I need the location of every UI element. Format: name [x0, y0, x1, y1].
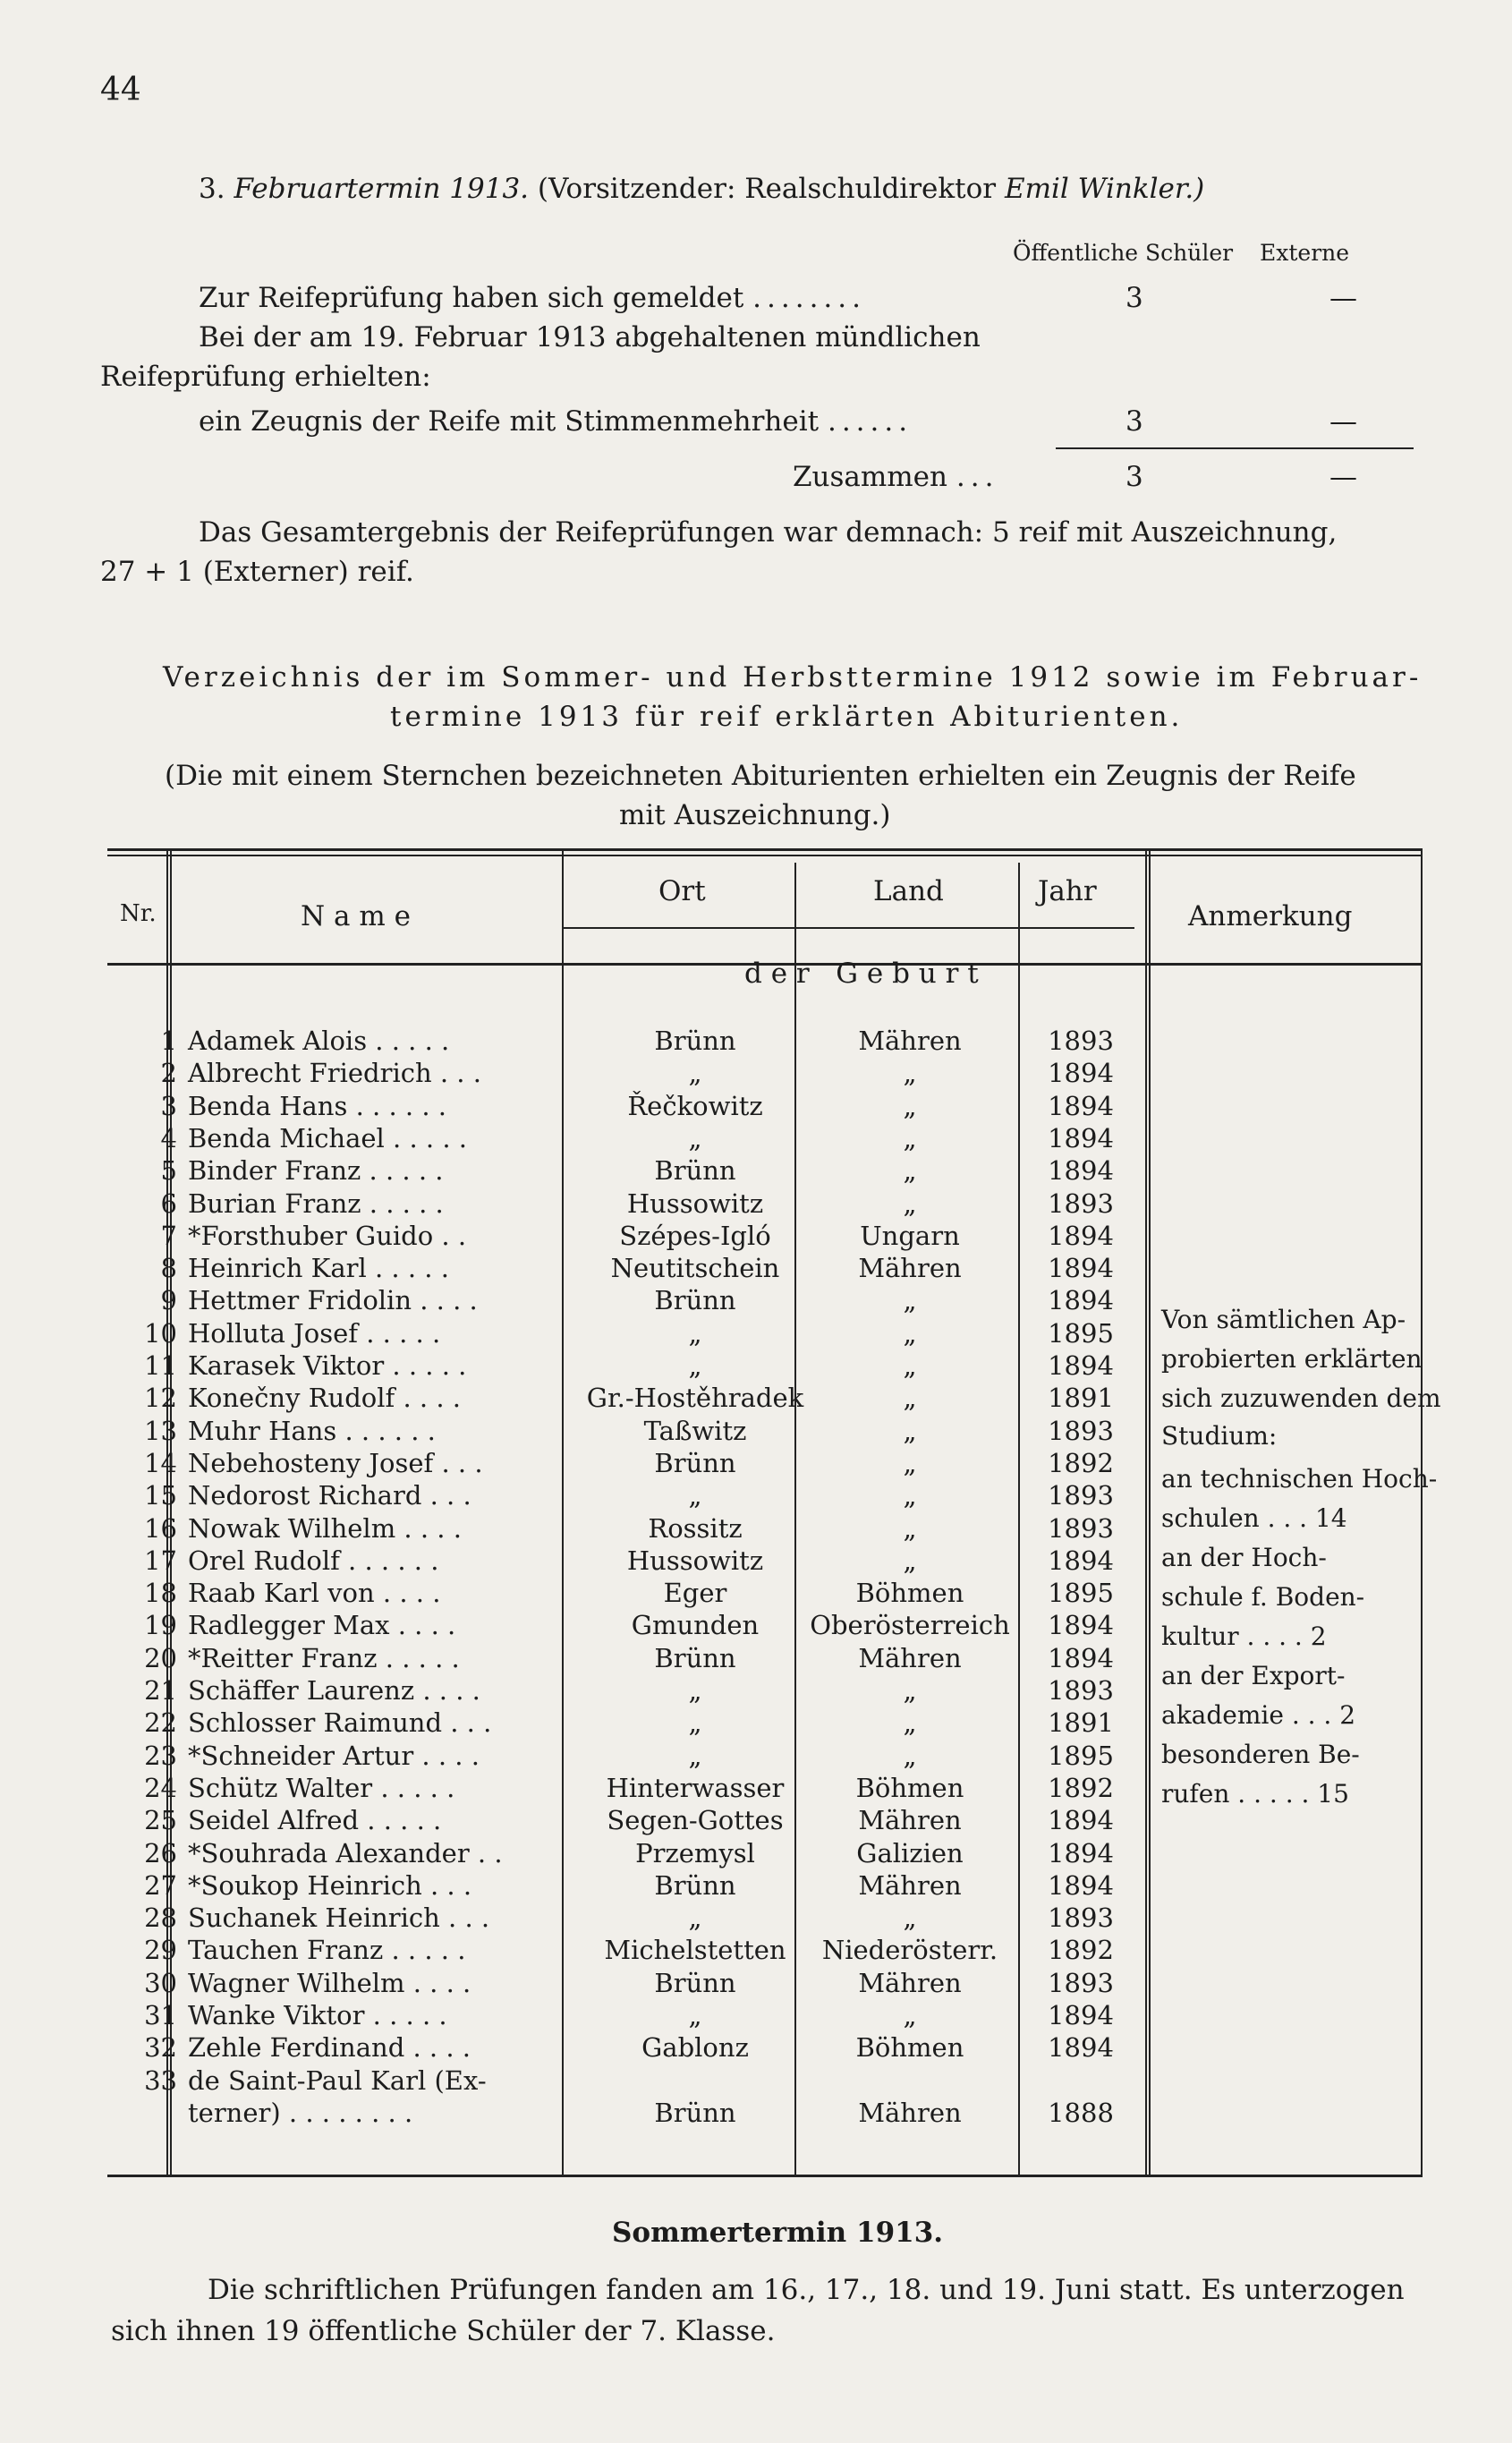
- row-number: 3: [160, 1091, 177, 1121]
- birth-country: Mähren: [858, 2098, 962, 2128]
- birth-year: 1893: [1048, 1480, 1114, 1511]
- remark-line: sich zuzuwenden dem: [1161, 1383, 1441, 1413]
- table-row: [107, 1448, 1145, 1480]
- remark-line: besonderen Be-: [1161, 1740, 1360, 1769]
- februar-heading: [199, 175, 1204, 203]
- birth-year: 1894: [1048, 1253, 1114, 1283]
- birth-place: Eger: [663, 1578, 727, 1608]
- birth-year: 1894: [1048, 1610, 1114, 1640]
- birth-country: Mähren: [858, 1253, 962, 1283]
- table-row: [107, 1221, 1145, 1253]
- table-row: [107, 1838, 1145, 1870]
- birth-place: „: [688, 1675, 702, 1706]
- header-name: N a m e: [301, 900, 411, 932]
- birth-place: Řečkowitz: [627, 1091, 763, 1121]
- birth-place: „: [688, 1480, 702, 1511]
- table-row: [107, 1870, 1145, 1902]
- row-number: 11: [144, 1350, 177, 1381]
- birth-year: 1892: [1048, 1935, 1114, 1965]
- registered-public: 3: [1126, 282, 1143, 314]
- header-anmerkung: Anmerkung: [1188, 900, 1353, 932]
- birth-country: Niederösterr.: [821, 1935, 998, 1965]
- chair-name: Emil Winkler.): [1004, 173, 1205, 205]
- table-row: [107, 2065, 1145, 2098]
- birth-year: 1894: [1048, 1805, 1114, 1835]
- birth-place: „: [688, 1902, 702, 1933]
- row-number: 18: [144, 1578, 177, 1608]
- table-row: [107, 1805, 1145, 1837]
- student-name: Karasek Viktor . . . . .: [188, 1350, 467, 1381]
- row-number: 26: [144, 1838, 177, 1868]
- summer-line-2: sich ihnen 19 öffentliche Schüler der 7. Klasse.: [111, 2315, 776, 2347]
- sum-label: Zusammen ...: [793, 461, 999, 493]
- row-number: 25: [144, 1805, 177, 1835]
- table-row: [107, 1253, 1145, 1285]
- student-name: Zehle Ferdinand . . . .: [188, 2032, 471, 2063]
- remark-line: Studium:: [1161, 1421, 1278, 1451]
- header-geburt: d e r G e b u r t: [744, 958, 979, 990]
- student-name: Orel Rudolf . . . . . .: [188, 1545, 439, 1576]
- birth-year: 1893: [1048, 1902, 1114, 1933]
- row-number: 12: [144, 1383, 177, 1413]
- student-name: Radlegger Max . . . .: [188, 1610, 456, 1640]
- row-number: 4: [160, 1123, 177, 1153]
- remark-line: Von sämtlichen Ap-: [1161, 1305, 1406, 1334]
- birth-year: 1891: [1048, 1383, 1114, 1413]
- birth-year: 1894: [1048, 2000, 1114, 2030]
- birth-country: „: [903, 1350, 917, 1381]
- header-jahr: Jahr: [1038, 875, 1097, 907]
- header-land: Land: [873, 875, 944, 907]
- birth-country: Mähren: [858, 1968, 962, 1998]
- row-number: 22: [144, 1707, 177, 1738]
- student-name: *Reitter Franz . . . . .: [188, 1643, 460, 1673]
- row-number: 14: [144, 1448, 177, 1478]
- row-number: 31: [144, 2000, 177, 2030]
- row-number: 16: [144, 1513, 177, 1544]
- sum-external: —: [1329, 461, 1357, 493]
- result-line-2: 27 + 1 (Externer) reif.: [100, 556, 414, 588]
- table-row: [107, 1707, 1145, 1740]
- exam-line: Bei der am 19. Februar 1913 abgehaltenen mündlichen: [199, 321, 981, 353]
- table-row: [107, 1155, 1145, 1187]
- table-row: [107, 1091, 1145, 1123]
- birth-country: „: [903, 1480, 917, 1511]
- student-name: Burian Franz . . . . .: [188, 1188, 444, 1219]
- table-row: [107, 1902, 1145, 1935]
- birth-place: Brünn: [654, 1643, 736, 1673]
- row-number: 9: [160, 1285, 177, 1315]
- birth-place: „: [688, 2000, 702, 2030]
- birth-year: 1894: [1048, 1285, 1114, 1315]
- student-name: Raab Karl von . . . .: [188, 1578, 441, 1608]
- remark-line: an der Hoch-: [1161, 1543, 1327, 1572]
- table-row: [107, 1545, 1145, 1578]
- row-number: 27: [144, 1870, 177, 1901]
- section-prefix: 3.: [199, 173, 225, 205]
- birth-place: Brünn: [654, 1968, 736, 1998]
- remark-line: akademie . . . 2: [1161, 1700, 1356, 1730]
- birth-country: „: [903, 1383, 917, 1413]
- row-number: 21: [144, 1675, 177, 1706]
- summer-heading: Sommertermin 1913.: [612, 2217, 944, 2249]
- student-name: Heinrich Karl . . . . .: [188, 1253, 449, 1283]
- col-header-public: Öffentliche Schüler: [1013, 240, 1234, 266]
- student-name: Nebehosteny Josef . . .: [188, 1448, 483, 1478]
- row-number: 17: [144, 1545, 177, 1576]
- table-row: [107, 1968, 1145, 2000]
- birth-country: „: [903, 1285, 917, 1315]
- student-name: Nowak Wilhelm . . . .: [188, 1513, 462, 1544]
- birth-place: Segen-Gottes: [607, 1805, 784, 1835]
- birth-country: Mähren: [858, 1805, 962, 1835]
- birth-country: „: [903, 1058, 917, 1088]
- registered-external: —: [1329, 282, 1357, 314]
- list-title-2: termine 1913 für reif erklärten Abiturienten.: [390, 701, 1184, 733]
- birth-year: 1894: [1048, 1123, 1114, 1153]
- birth-country: Ungarn: [860, 1221, 960, 1251]
- table-row: [107, 2032, 1145, 2064]
- student-name: *Forsthuber Guido . .: [188, 1221, 467, 1251]
- birth-place: „: [688, 1350, 702, 1381]
- row-number: 29: [144, 1935, 177, 1965]
- student-name: Nedorost Richard . . .: [188, 1480, 471, 1511]
- exam-line-2: Reifeprüfung erhielten:: [100, 361, 431, 393]
- majority-label: ein Zeugnis der Reife mit Stimmenmehrheit ......: [199, 405, 913, 438]
- table-row: [107, 1675, 1145, 1707]
- remark-line: rufen . . . . . 15: [1161, 1779, 1349, 1809]
- student-name: terner) . . . . . . . .: [188, 2098, 413, 2128]
- birth-year: 1895: [1048, 1578, 1114, 1608]
- birth-place: Gr.-Hostěhradek: [586, 1383, 804, 1413]
- birth-year: 1892: [1048, 1773, 1114, 1803]
- birth-year: 1893: [1048, 1513, 1114, 1544]
- student-name: Seidel Alfred . . . . .: [188, 1805, 442, 1835]
- majority-external: —: [1329, 405, 1357, 438]
- list-note-1: (Die mit einem Sternchen bezeichneten Abiturienten erhielten ein Zeugnis der Reife: [165, 760, 1356, 792]
- sum-rule: [1056, 447, 1414, 449]
- birth-year: 1894: [1048, 1545, 1114, 1576]
- row-number: 7: [160, 1221, 177, 1251]
- birth-country: „: [903, 2000, 917, 2030]
- table-row: [107, 1935, 1145, 1967]
- row-number: 8: [160, 1253, 177, 1283]
- header-nr: Nr.: [120, 900, 157, 927]
- student-name: *Soukop Heinrich . . .: [188, 1870, 472, 1901]
- row-number: 30: [144, 1968, 177, 1998]
- birth-place: „: [688, 1707, 702, 1738]
- row-number: 33: [144, 2065, 177, 2096]
- student-name: Suchanek Heinrich . . .: [188, 1902, 490, 1933]
- birth-year: 1895: [1048, 1318, 1114, 1349]
- birth-place: „: [688, 1741, 702, 1771]
- student-name: *Schneider Artur . . . .: [188, 1741, 480, 1771]
- birth-country: Oberösterreich: [810, 1610, 1010, 1640]
- birth-country: „: [903, 1902, 917, 1933]
- birth-country: „: [903, 1707, 917, 1738]
- table-row: [107, 1383, 1145, 1415]
- birth-place: „: [688, 1318, 702, 1349]
- birth-country: „: [903, 1318, 917, 1349]
- table-row: [107, 1741, 1145, 1773]
- birth-place: Hinterwasser: [606, 1773, 785, 1803]
- birth-place: Przemysl: [635, 1838, 755, 1868]
- student-name: Schäffer Laurenz . . . .: [188, 1675, 480, 1706]
- row-number: 2: [160, 1058, 177, 1088]
- birth-country: „: [903, 1091, 917, 1121]
- table-row: [107, 1578, 1145, 1610]
- birth-country: „: [903, 1448, 917, 1478]
- table-row: [107, 1773, 1145, 1805]
- chair-text: (Vorsitzender: Realschuldirektor: [537, 173, 997, 205]
- table-row: [107, 1026, 1145, 1058]
- row-number: 1: [160, 1026, 177, 1056]
- birth-country: „: [903, 1675, 917, 1706]
- row-number: 13: [144, 1416, 177, 1446]
- table-row: [107, 2098, 1145, 2130]
- row-number: 6: [160, 1188, 177, 1219]
- birth-place: „: [688, 1123, 702, 1153]
- table-row: [107, 1513, 1145, 1545]
- birth-place: Brünn: [654, 1285, 736, 1315]
- remark-line: schulen . . . 14: [1161, 1503, 1347, 1533]
- row-number: 15: [144, 1480, 177, 1511]
- birth-year: 1895: [1048, 1741, 1114, 1771]
- student-name: Wagner Wilhelm . . . .: [188, 1968, 471, 1998]
- row-number: 5: [160, 1155, 177, 1186]
- table-row: [107, 1416, 1145, 1448]
- birth-country: Mähren: [858, 1643, 962, 1673]
- page-number: 44: [100, 72, 141, 108]
- birth-country: „: [903, 1545, 917, 1576]
- table-row: [107, 1285, 1145, 1317]
- birth-year: 1894: [1048, 1155, 1114, 1186]
- table-row: [107, 1188, 1145, 1221]
- graduates-table: [107, 848, 1441, 2179]
- birth-place: Gablonz: [641, 2032, 749, 2063]
- registered-label: Zur Reifeprüfung haben sich gemeldet ........: [199, 282, 866, 314]
- birth-place: Brünn: [654, 1870, 736, 1901]
- birth-place: Brünn: [654, 1026, 736, 1056]
- table-row: [107, 1350, 1145, 1383]
- summer-line-1: Die schriftlichen Prüfungen fanden am 16., 17., 18. und 19. Juni statt. Es unterzogen: [208, 2274, 1405, 2306]
- row-number: 24: [144, 1773, 177, 1803]
- section-title: Februartermin 1913.: [234, 173, 530, 205]
- birth-place: „: [688, 1058, 702, 1088]
- list-title-1: Verzeichnis der im Sommer- und Herbsttermine 1912 sowie im Februar-: [163, 661, 1423, 694]
- birth-year: 1893: [1048, 1968, 1114, 1998]
- birth-year: 1891: [1048, 1707, 1114, 1738]
- birth-place: Brünn: [654, 2098, 736, 2128]
- student-name: Hettmer Fridolin . . . .: [188, 1285, 478, 1315]
- result-line-1: Das Gesamtergebnis der Reifeprüfungen war demnach: 5 reif mit Auszeichnung,: [199, 516, 1338, 549]
- birth-country: „: [903, 1416, 917, 1446]
- list-note-2: mit Auszeichnung.): [619, 799, 891, 831]
- birth-place: Brünn: [654, 1448, 736, 1478]
- birth-year: 1893: [1048, 1675, 1114, 1706]
- birth-year: 1894: [1048, 1221, 1114, 1251]
- birth-place: Brünn: [654, 1155, 736, 1186]
- birth-year: 1894: [1048, 1643, 1114, 1673]
- remark-line: schule f. Boden-: [1161, 1582, 1365, 1612]
- birth-year: 1894: [1048, 1058, 1114, 1088]
- student-name: Schütz Walter . . . . .: [188, 1773, 455, 1803]
- birth-year: 1888: [1048, 2098, 1114, 2128]
- birth-place: Michelstetten: [604, 1935, 786, 1965]
- student-name: Benda Michael . . . . .: [188, 1123, 468, 1153]
- table-row: [107, 1123, 1145, 1155]
- remark-line: probierten erklärten: [1161, 1344, 1423, 1374]
- table-row: [107, 1643, 1145, 1675]
- birth-country: Mähren: [858, 1026, 962, 1056]
- birth-year: 1894: [1048, 1350, 1114, 1381]
- student-name: Muhr Hans . . . . . .: [188, 1416, 436, 1446]
- header-ort: Ort: [658, 875, 706, 907]
- student-name: Albrecht Friedrich . . .: [188, 1058, 481, 1088]
- birth-year: 1894: [1048, 2032, 1114, 2063]
- sum-public: 3: [1126, 461, 1143, 493]
- student-name: Tauchen Franz . . . . .: [188, 1935, 466, 1965]
- student-name: Binder Franz . . . . .: [188, 1155, 444, 1186]
- birth-place: Rossitz: [648, 1513, 743, 1544]
- birth-year: 1892: [1048, 1448, 1114, 1478]
- birth-country: Galizien: [856, 1838, 964, 1868]
- birth-country: Böhmen: [855, 2032, 964, 2063]
- table-row: [107, 1058, 1145, 1090]
- birth-country: „: [903, 1155, 917, 1186]
- birth-country: Böhmen: [855, 1773, 964, 1803]
- student-name: *Souhrada Alexander . .: [188, 1838, 503, 1868]
- majority-public: 3: [1126, 405, 1143, 438]
- row-number: 10: [144, 1318, 177, 1349]
- birth-place: Taßwitz: [643, 1416, 747, 1446]
- table-row: [107, 1480, 1145, 1512]
- col-header-external: Externe: [1260, 240, 1350, 266]
- birth-year: 1894: [1048, 1870, 1114, 1901]
- birth-year: 1893: [1048, 1026, 1114, 1056]
- row-number: 19: [144, 1610, 177, 1640]
- student-name: Schlosser Raimund . . .: [188, 1707, 492, 1738]
- table-row: [107, 2000, 1145, 2032]
- birth-country: Böhmen: [855, 1578, 964, 1608]
- birth-year: 1894: [1048, 1838, 1114, 1868]
- remark-line: an der Export-: [1161, 1661, 1346, 1690]
- table-row: [107, 1318, 1145, 1350]
- birth-place: Hussowitz: [626, 1188, 764, 1219]
- row-number: 28: [144, 1902, 177, 1933]
- birth-country: „: [903, 1513, 917, 1544]
- row-number: 32: [144, 2032, 177, 2063]
- birth-place: Gmunden: [631, 1610, 760, 1640]
- birth-place: Szépes-Igló: [619, 1221, 771, 1251]
- student-name: Benda Hans . . . . . .: [188, 1091, 446, 1121]
- birth-country: Mähren: [858, 1870, 962, 1901]
- remark-line: kultur . . . . 2: [1161, 1622, 1327, 1651]
- row-number: 23: [144, 1741, 177, 1771]
- birth-place: Hussowitz: [626, 1545, 764, 1576]
- birth-year: 1893: [1048, 1416, 1114, 1446]
- birth-country: „: [903, 1188, 917, 1219]
- row-number: 20: [144, 1643, 177, 1673]
- student-name: Holluta Josef . . . . .: [188, 1318, 441, 1349]
- table-row: [107, 1610, 1145, 1642]
- birth-country: „: [903, 1123, 917, 1153]
- remark-line: an technischen Hoch-: [1161, 1464, 1438, 1494]
- birth-year: 1894: [1048, 1091, 1114, 1121]
- student-name: Konečny Rudolf . . . .: [188, 1383, 461, 1413]
- birth-year: 1893: [1048, 1188, 1114, 1219]
- birth-place: Neutitschein: [610, 1253, 780, 1283]
- student-name: Wanke Viktor . . . . .: [188, 2000, 447, 2030]
- birth-country: „: [903, 1741, 917, 1771]
- student-name: de Saint-Paul Karl (Ex-: [188, 2065, 487, 2096]
- student-name: Adamek Alois . . . . .: [188, 1026, 450, 1056]
